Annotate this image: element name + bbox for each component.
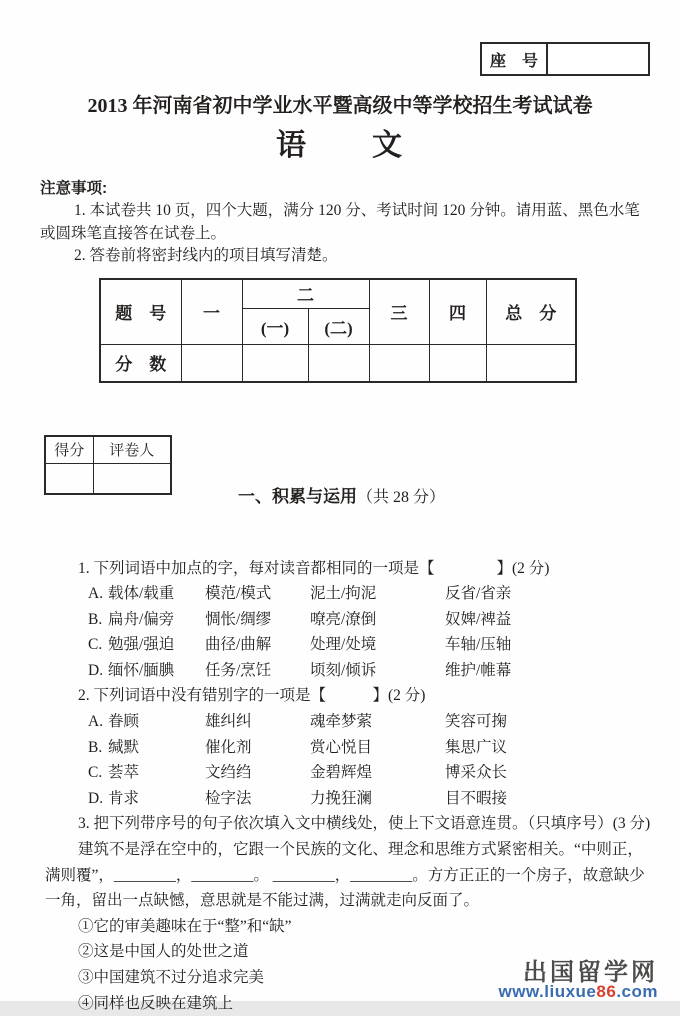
option-item: 泥土/拘泥 [310,581,445,607]
option-item: 车轴/压轴 [445,632,652,658]
option-item: 载体/载重 [108,581,205,607]
option-item: 力挽狂澜 [310,786,445,812]
q3-stem: 3. 把下列带序号的句子依次填入文中横线处，使上下文语意连贯。（只填序号）(3 分) [78,811,652,837]
grader-score-blank [45,464,93,494]
exam-title: 2013 年河南省初中学业水平暨高级中等学校招生考试试卷 [0,0,680,120]
option-label: B. [88,735,108,761]
score-table-col-four: 四 [429,279,486,345]
site-watermark [499,961,659,1001]
notice-line: 或圆珠笔直接答在试卷上。 [40,223,652,246]
score-table-score-label: 分 数 [100,345,181,382]
option-item: 笑容可掬 [445,709,652,735]
q3-passage-line: 建筑不是浮在空中的，它跟一个民族的文化、理念和思维方式紧密相关。“中则正， [78,837,652,863]
page-content [40,178,652,1016]
score-cell-empty [429,345,486,382]
q3-passage-line: 满则覆”，________，________。 ________，________。方方正正的一个房子，故意缺少 [45,863,652,889]
option-item: 扁舟/偏旁 [108,607,205,633]
score-cell-empty [242,345,308,382]
q1-option-c [88,632,652,658]
option-item: 模范/模式 [205,581,310,607]
score-table-question-label: 题 号 [100,279,181,345]
q3-choice-3: ③中国建筑不过分追求完美 [78,965,652,991]
seat-number-box [480,42,650,76]
seat-number-label: 座 号 [482,44,548,74]
option-label: C. [88,632,108,658]
option-item: 反省/省亲 [445,581,652,607]
q1-option-d [88,658,652,684]
option-label: A. [88,581,108,607]
option-label: D. [88,658,108,684]
score-table-col-two-sub1: (一) [242,309,308,345]
option-item: 顷刻/倾诉 [310,658,445,684]
option-item: 缅怀/腼腆 [108,658,205,684]
score-table-col-total: 总 分 [486,279,576,345]
q1-option-b [88,607,652,633]
option-item: 任务/烹饪 [205,658,310,684]
option-item: 处理/处境 [310,632,445,658]
option-item: 惆怅/绸缪 [205,607,310,633]
option-item: 目不暇接 [445,786,652,812]
score-cell-empty [369,345,429,382]
option-item: 文绉绉 [205,760,310,786]
option-item: 嘹亮/潦倒 [310,607,445,633]
option-label: C. [88,760,108,786]
score-table-col-one: 一 [181,279,242,345]
score-cell-empty [181,345,242,382]
grader-score-label: 得分 [45,436,93,464]
option-item: 勉强/强迫 [108,632,205,658]
option-item: 金碧辉煌 [310,760,445,786]
grader-person-label: 评卷人 [93,436,171,464]
option-item: 魂牵梦萦 [310,709,445,735]
notice-line: 1. 本试卷共 10 页，四个大题，满分 120 分、考试时间 120 分钟。请用蓝、黑色水笔 [40,200,652,223]
option-item: 缄默 [108,735,205,761]
q2-option-d [88,786,652,812]
option-item: 眷顾 [108,709,205,735]
q3-choice-2: ②这是中国人的处世之道 [78,939,652,965]
score-cell-empty [486,345,576,382]
score-table-col-two: 二 [242,279,369,309]
score-table [99,278,577,383]
notice-heading: 注意事项: [40,178,652,200]
questions-area [40,556,652,1016]
q1-stem: 1. 下列词语中加点的字，每对读音都相同的一项是【 】(2 分) [78,556,652,582]
grader-person-blank [93,464,171,494]
option-item: 博采众长 [445,760,652,786]
section-one-name: 一、积累与运用 [238,487,357,506]
option-item: 检字法 [205,786,310,812]
score-cell-empty [308,345,369,382]
score-table-col-three: 三 [369,279,429,345]
subject-title: 语 文 [0,126,680,166]
section-one-title [204,461,445,534]
option-label: A. [88,709,108,735]
q2-stem: 2. 下列词语中没有错别字的一项是【 】(2 分) [78,683,652,709]
option-item: 雄纠纠 [205,709,310,735]
q3-choice-4: ④同样也反映在建筑上 [78,991,652,1016]
q2-option-c [88,760,652,786]
q3-passage-line: 一角，留出一点缺憾，意思就是不能过满，过满就走向反面了。 [45,888,652,914]
option-item: 奴婢/裨益 [445,607,652,633]
section-one-points: （共 28 分） [357,489,445,506]
watermark-site-url [499,983,659,1001]
option-label: B. [88,607,108,633]
q3-choice-1: ①它的审美趣味在于“整”和“缺” [78,914,652,940]
option-item: 催化剂 [205,735,310,761]
watermark-url-number: 86 [596,982,616,1001]
q2-option-a [88,709,652,735]
watermark-site-name: 出国留学网 [499,961,659,985]
option-label: D. [88,786,108,812]
option-item: 曲径/曲解 [205,632,310,658]
score-table-col-two-sub2: (二) [308,309,369,345]
option-item: 维护/帷幕 [445,658,652,684]
option-item: 集思广议 [445,735,652,761]
option-item: 肯求 [108,786,205,812]
grader-score-box [44,435,172,495]
watermark-url-prefix: www.liuxue [499,982,597,1001]
notice-line: 2. 答卷前将密封线内的项目填写清楚。 [40,245,652,268]
q1-option-a [88,581,652,607]
q2-option-b [88,735,652,761]
option-item: 荟萃 [108,760,205,786]
watermark-url-suffix: .com [616,982,658,1001]
option-item: 赏心悦目 [310,735,445,761]
grader-section [44,435,652,534]
seat-number-blank-cell [548,44,648,74]
